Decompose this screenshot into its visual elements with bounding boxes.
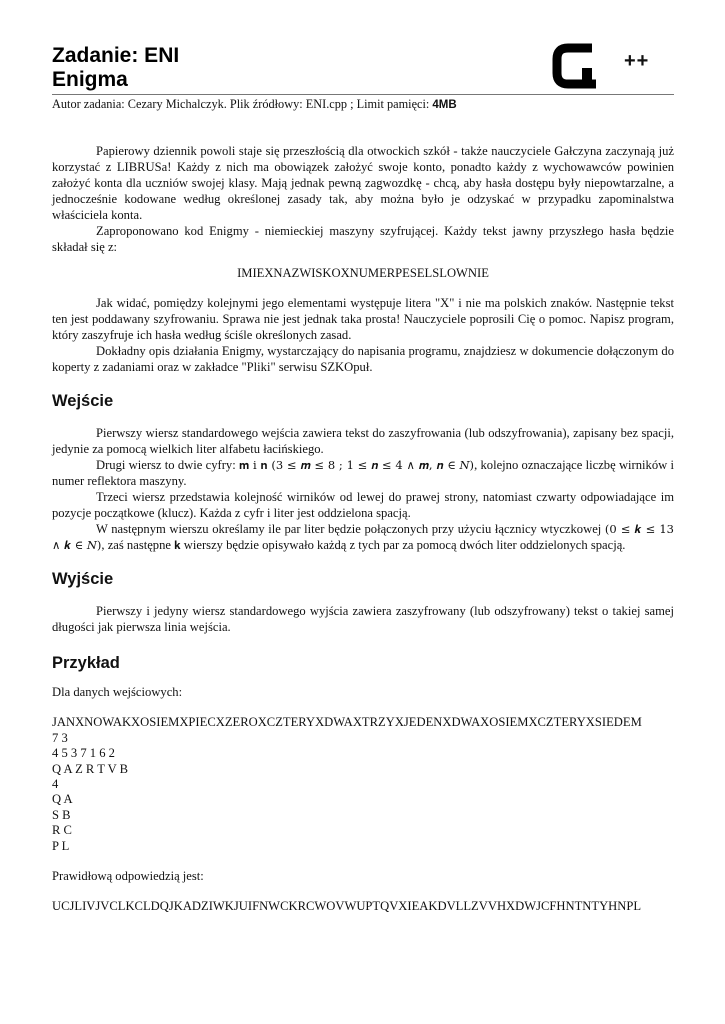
logo-plus-text: ++ xyxy=(624,50,650,72)
example-input-line: P L xyxy=(52,838,70,853)
input-paragraph-1: Pierwszy wiersz standardowego wejścia zawiera tekst do zaszyfrowania (lub odszyfrowania), zapisany bez spacji, jedynie za pomocą wielkich liter alfabetu łacińskiego. xyxy=(52,426,674,456)
intro-paragraph-4: Dokładny opis działania Enigmy, wystarczający do napisania programu, znajdziesz w dokumencie dołączonym do koperty z zadaniami oraz w zakładce "Pliki" serwisu SZKOpuł. xyxy=(52,344,674,374)
author-info: Autor zadania: Cezary Michalczyk. Plik źródłowy: ENI.cpp ; Limit pamięci: xyxy=(52,97,433,111)
intro-paragraph-2: Zaproponowano kod Enigmy - niemieckiej maszyny szyfrującej. Każdy tekst jawny przyszłego hasła będzie składał się z: xyxy=(52,224,674,254)
task-title: Zadanie: ENI xyxy=(52,44,180,67)
memory-limit: 4MB xyxy=(432,99,457,111)
example-input-block xyxy=(52,715,674,854)
example-input-line: JANXNOWAKXOSIEMXPIECXZEROXCZTERYXDWAXTRZYXJEDENXDWAXOSIEMXCZTERYXSIEDEM xyxy=(52,715,642,730)
example-input-line: 4 xyxy=(52,777,59,792)
task-document xyxy=(52,44,674,915)
intro-paragraph-3: Jak widać, pomiędzy kolejnymi jego elementami występuje litera "X" i nie ma polskich znaków. Następnie tekst ten jest poddawany szyfrowaniu. Sprawa nie jest jednak taka prosta! Nauczyciele poprosili Cię o pomoc. Napisz program, który zaszyfruje ich hasła według ściśle określonych zasad. xyxy=(52,296,674,342)
task-name: Enigma xyxy=(52,68,128,91)
example-input-line: Q A xyxy=(52,792,73,807)
input-constraints-mn: 𝐦 i 𝐧 (3 ≤ 𝒎 ≤ 8 ; 1 ≤ 𝒏 ≤ 4 ∧ 𝒎, 𝒏 ∈ 𝑁) xyxy=(238,458,475,472)
example-input-line: Q A Z R T V B xyxy=(52,761,129,776)
author-line xyxy=(52,96,674,113)
output-paragraph: Pierwszy i jedyny wiersz standardowego wyjścia zawiera zaszyfrowany (lub odszyfrowany) tekst o takiej samej długości jak pierwsza linia wejścia. xyxy=(52,604,674,634)
header-divider xyxy=(52,94,674,95)
intro-paragraph-1: Papierowy dziennik powoli staje się przeszłością dla otwockich szkół - także nauczyciele Gałczyna zaczynają już korzystać z LIBRUSa! Każdy z nich ma obowiązek założyć swoje konto, ponadto każdy z wychowawców powinien założyć konta dla uczniów swojej klasy. Mają jednak pewną zagwozdkę - chcą, aby hasła dostępu były niepowtarzalne, a jednocześnie kodowane według określonej zasady tak, aby można było je odzyskać w przypadku zapominalstwa właściciela konta. xyxy=(52,144,674,222)
example-input-line: R C xyxy=(52,823,72,838)
password-pattern: IMIEXNAZWISKOXNUMERPESELSLOWNIE xyxy=(237,266,489,280)
example-heading: Przykład xyxy=(52,654,120,672)
input-paragraph-4: W następnym wierszu określamy ile par liter będzie połączonych przy użyciu łącznicy wtyczkowej (0 ≤ 𝒌 ≤ 13 ∧ 𝒌 ∈ 𝑁), zaś następne 𝐤 wierszy będzie opisywało każdą z tych par za pomocą dwóch liter oddzielonych spacją. xyxy=(52,522,674,552)
input-constraints-k: (0 ≤ 𝒌 ≤ 13 ∧ 𝒌 ∈ 𝑁) xyxy=(52,522,674,552)
example-output-label: Prawidłową odpowiedzią jest: xyxy=(52,869,204,884)
example-input-line: 4 5 3 7 1 6 2 xyxy=(52,746,115,761)
input-paragraph-3: Trzeci wiersz przedstawia kolejność wirników od lewej do prawej strony, natomiast czwarty odpowiadające im pozycje początkowe (klucz). Każda z cyfr i liter jest oddzielona spacją. xyxy=(52,490,674,520)
output-heading: Wyjście xyxy=(52,570,114,588)
example-output-line: UCJLIVJVCLKCLDQJKADZIWKJUIFNWCKRCWOVWUPTQVXIEAKDVLLZVVHXDWJCFHNTNTYHNPL xyxy=(52,899,642,914)
example-input-line: 7 3 xyxy=(52,730,68,745)
input-paragraph-2: Drugi wiersz to dwie cyfry: 𝐦 i 𝐧 (3 ≤ 𝒎 ≤ 8 ; 1 ≤ 𝒏 ≤ 4 ∧ 𝒎, 𝒏 ∈ 𝑁), kolejno oznaczające liczbę wirników i numer reflektora maszyny. xyxy=(52,458,675,488)
input-heading: Wejście xyxy=(52,392,114,410)
example-input-label: Dla danych wejściowych: xyxy=(52,685,183,699)
example-input-line: S B xyxy=(52,807,71,822)
